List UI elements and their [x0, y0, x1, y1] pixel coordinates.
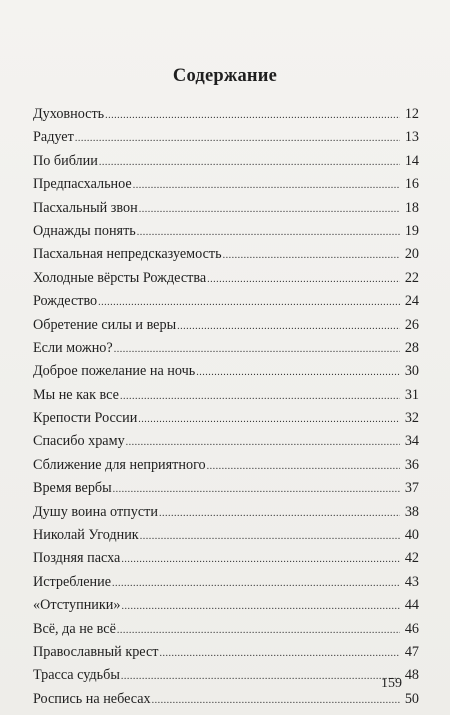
toc-entry [33, 410, 419, 433]
dot-leader [207, 274, 400, 285]
toc-entry [33, 550, 419, 573]
toc-entry [33, 433, 419, 456]
toc-entry-page: 20 [404, 246, 419, 263]
toc-entry-title: Душу воина отпусти [33, 503, 158, 520]
toc-entry-page: 40 [404, 527, 419, 544]
toc-entry [33, 246, 419, 269]
dot-leader [140, 531, 400, 542]
dot-leader [223, 250, 400, 261]
dot-leader [177, 321, 400, 332]
dot-leader [137, 227, 400, 238]
toc-entry-page: 32 [404, 410, 419, 427]
toc-entry [33, 176, 419, 199]
dot-leader [75, 133, 400, 144]
dot-leader [196, 367, 400, 378]
toc-entry-title: Роспись на небесах [33, 690, 151, 707]
toc-entry [33, 223, 419, 246]
toc-entry [33, 597, 419, 620]
toc-entry-page: 12 [404, 106, 419, 122]
dot-leader [117, 625, 400, 636]
toc-entry [33, 363, 419, 386]
toc-entry-page: 22 [404, 269, 419, 286]
toc-entry-title: По библии [33, 152, 98, 169]
dot-leader [139, 204, 400, 215]
toc-entry-page: 46 [404, 620, 419, 637]
toc-entry-page: 50 [404, 690, 419, 707]
dot-leader [207, 461, 400, 472]
toc-entry [33, 340, 419, 363]
page-number: 159 [381, 676, 402, 691]
toc-entry-title: Крепости России [33, 410, 138, 427]
toc-entry [33, 457, 419, 480]
toc-entry [33, 270, 419, 293]
dot-leader [113, 484, 400, 495]
toc-entry-page: 37 [404, 480, 419, 497]
toc-entry-title: Спасибо храму [33, 433, 125, 450]
toc-entry-title: Рождество [33, 293, 98, 310]
dot-leader [159, 648, 400, 659]
toc-entry-page: 43 [404, 573, 419, 590]
toc-entry-page: 38 [404, 503, 419, 520]
toc-entry [33, 574, 419, 597]
dot-leader [99, 157, 400, 168]
toc-entry [33, 317, 419, 340]
toc-entry-title: Обретение силы и веры [33, 316, 177, 333]
toc-entry-title: Предпасхальное [33, 176, 132, 193]
toc-entry-page: 24 [404, 293, 419, 310]
toc-entry [33, 644, 419, 667]
toc-entry-page: 47 [404, 643, 419, 660]
toc-entry-title: Радует [33, 129, 74, 146]
toc-entry-title: Всё, да не всё [33, 620, 116, 637]
toc-entry-page: 19 [404, 222, 419, 239]
toc-entry [33, 527, 419, 550]
toc-entry [33, 200, 419, 223]
dot-leader [114, 344, 400, 355]
toc-entry [33, 293, 419, 316]
dot-leader [152, 695, 400, 706]
toc-entry-title: Сближение для неприятного [33, 456, 206, 473]
toc-entry-title: Время вербы [33, 480, 112, 497]
dot-leader [105, 110, 400, 121]
dot-leader [98, 297, 400, 308]
dot-leader [120, 391, 400, 402]
table-of-contents [33, 106, 419, 714]
toc-entry-page: 36 [404, 456, 419, 473]
toc-entry [33, 387, 419, 410]
toc-entry-page: 14 [404, 152, 419, 169]
dot-leader [138, 414, 400, 425]
toc-entry-page: 18 [404, 199, 419, 216]
toc-entry-title: Истребление [33, 573, 112, 590]
toc-entry-title: Православный крест [33, 643, 159, 660]
toc-entry-title: Если можно? [33, 339, 113, 356]
toc-entry [33, 667, 419, 690]
toc-entry-page: 34 [404, 433, 419, 450]
toc-entry-title: «Отступники» [33, 597, 121, 614]
toc-entry-title: Холодные вёрсты Рождества [33, 269, 207, 286]
toc-entry [33, 691, 419, 714]
dot-leader [133, 180, 400, 191]
dot-leader [121, 671, 400, 682]
toc-entry-title: Однажды понять [33, 222, 136, 239]
toc-entry-title: Трасса судьбы [33, 667, 120, 684]
dot-leader [121, 554, 400, 565]
toc-entry [33, 153, 419, 176]
toc-entry-page: 31 [404, 386, 419, 403]
toc-entry-title: Поздняя пасха [33, 550, 121, 567]
page-title: Содержание [172, 66, 278, 86]
toc-entry-title: Пасхальная непредсказуемость [33, 246, 222, 263]
toc-entry-page: 42 [404, 550, 419, 567]
toc-entry [33, 106, 419, 129]
toc-entry-page: 30 [404, 363, 419, 380]
toc-entry [33, 621, 419, 644]
dot-leader [121, 601, 400, 612]
toc-entry [33, 480, 419, 503]
dot-leader [126, 437, 400, 448]
toc-entry-page: 16 [404, 176, 419, 193]
toc-entry-title: Мы не как все [33, 386, 119, 403]
toc-entry-title: Доброе пожелание на ночь [33, 363, 196, 380]
toc-entry-title: Николай Угодник [33, 527, 139, 544]
toc-entry-title: Духовность [33, 106, 105, 122]
toc-entry-page: 13 [404, 129, 419, 146]
toc-entry-page: 28 [404, 339, 419, 356]
toc-entry-page: 44 [404, 597, 419, 614]
dot-leader [159, 508, 400, 519]
toc-entry-page: 48 [404, 667, 419, 684]
toc-entry [33, 504, 419, 527]
toc-entry-page: 26 [404, 316, 419, 333]
toc-entry [33, 129, 419, 152]
toc-entry-title: Пасхальный звон [33, 199, 138, 216]
dot-leader [112, 578, 400, 589]
